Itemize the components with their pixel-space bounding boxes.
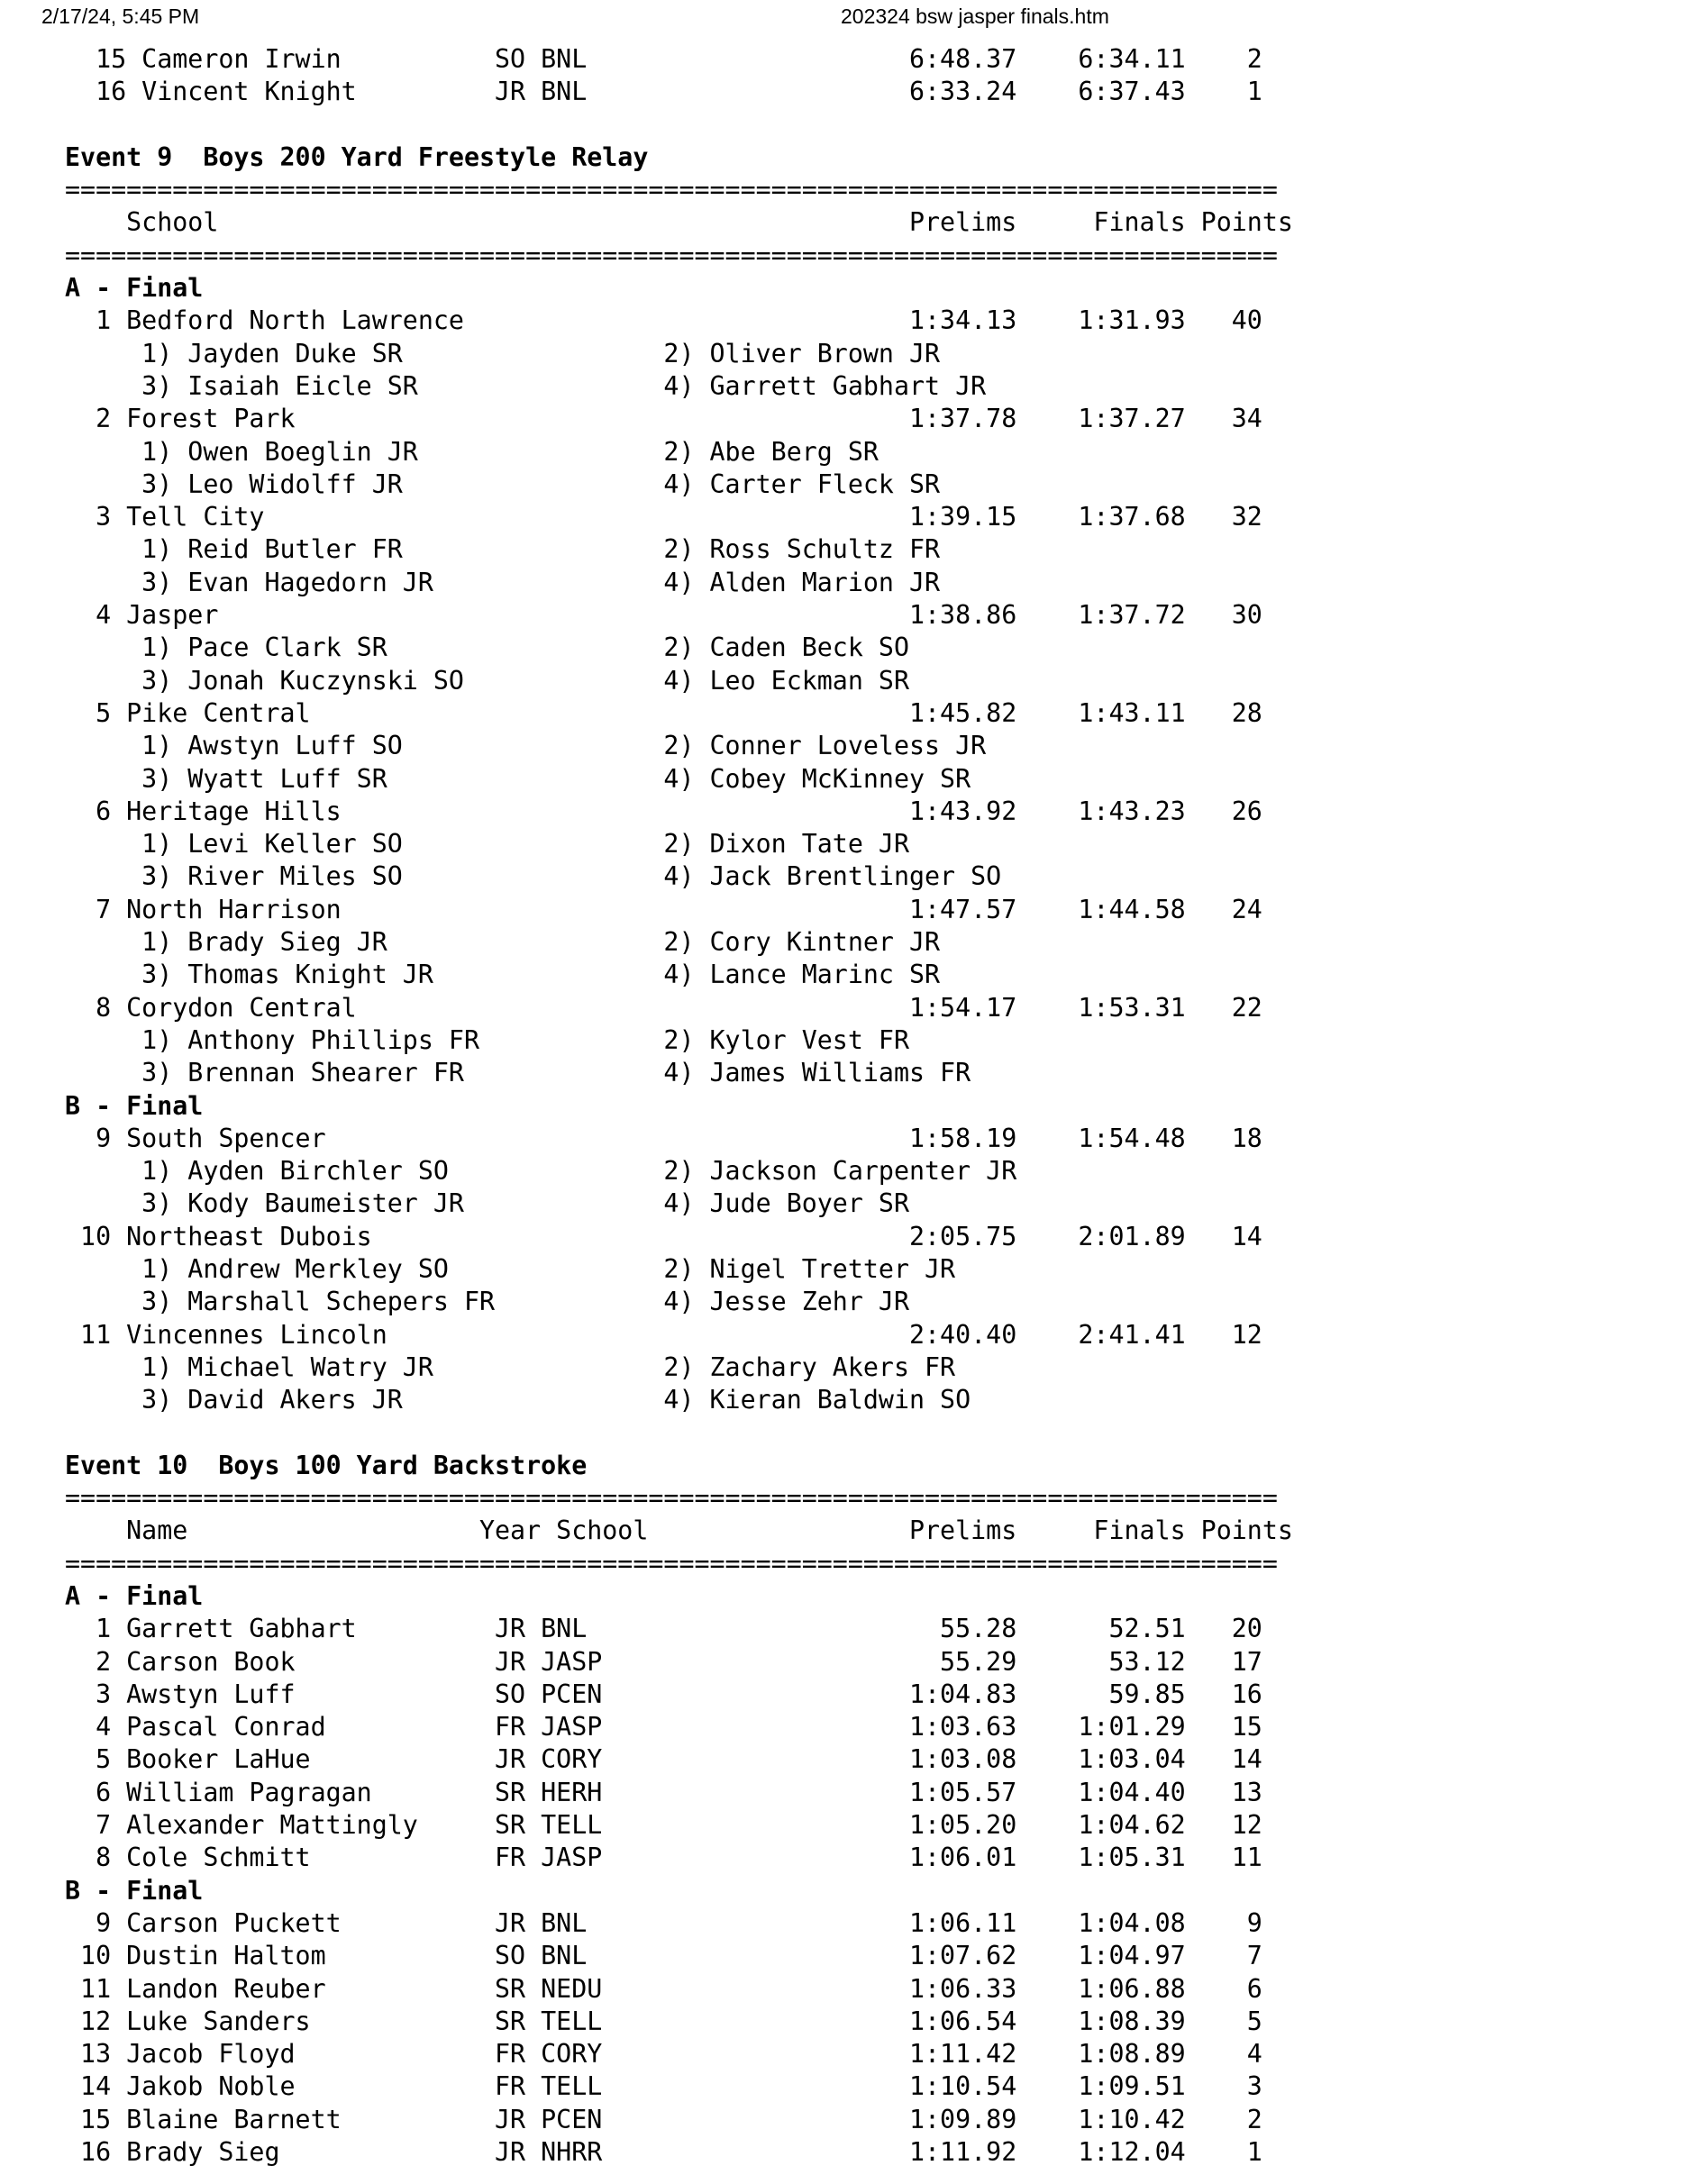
separator-line: ===============================================================================	[65, 1483, 1278, 1514]
event-title: Event 10 Boys 100 Yard Backstroke	[65, 1450, 588, 1480]
print-header	[0, 0, 1686, 32]
result-line: 8 Corydon Central 1:54.17 1:53.31 22	[65, 992, 1262, 1023]
separator-line: ===============================================================================	[65, 240, 1278, 270]
result-line: 4 Jasper 1:38.86 1:37.72 30	[65, 600, 1262, 631]
result-line: 1) Pace Clark SR 2) Caden Beck SO	[65, 632, 909, 663]
result-line: Name Year School Prelims Finals Points	[65, 1515, 1293, 1546]
result-line: 3) River Miles SO 4) Jack Brentlinger SO	[65, 861, 1002, 892]
separator-line: ===============================================================================	[65, 175, 1278, 205]
result-line: 3) Evan Hagedorn JR 4) Alden Marion JR	[65, 567, 941, 597]
result-line: 3) Wyatt Luff SR 4) Cobey McKinney SR	[65, 763, 971, 794]
result-line: 11 Vincennes Lincoln 2:40.40 2:41.41 12	[65, 1319, 1262, 1350]
result-line: School Prelims Finals Points	[65, 207, 1293, 238]
result-line: 16 Vincent Knight JR BNL 6:33.24 6:37.43 1	[65, 77, 1262, 107]
result-line: 3) Kody Baumeister JR 4) Jude Boyer SR	[65, 1188, 909, 1219]
result-line: 1) Michael Watry JR 2) Zachary Akers FR	[65, 1351, 956, 1382]
result-line: 9 South Spencer 1:58.19 1:54.48 18	[65, 1123, 1262, 1153]
result-line: 1) Anthony Phillips FR 2) Kylor Vest FR	[65, 1024, 909, 1055]
final-heading: A - Final	[65, 1580, 204, 1611]
result-line: 7 Alexander Mattingly SR TELL 1:05.20 1:04.62 12	[65, 1810, 1262, 1841]
result-line: 1) Levi Keller SO 2) Dixon Tate JR	[65, 829, 909, 860]
result-line: 3) Marshall Schepers FR 4) Jesse Zehr JR	[65, 1287, 909, 1317]
separator-line: ===============================================================================	[65, 1548, 1278, 1579]
result-line: 10 Northeast Dubois 2:05.75 2:01.89 14	[65, 1221, 1262, 1251]
result-line: 2 Carson Book JR JASP 55.29 53.12 17	[65, 1646, 1262, 1677]
result-line: 9 Carson Puckett JR BNL 1:06.11 1:04.08 9	[65, 1907, 1262, 1938]
result-line: 6 Heritage Hills 1:43.92 1:43.23 26	[65, 796, 1262, 826]
result-line: 16 Brady Sieg JR NHRR 1:11.92 1:12.04 1	[65, 2137, 1262, 2167]
print-date: 2/17/24, 5:45 PM	[41, 5, 200, 28]
result-line: 1) Owen Boeglin JR 2) Abe Berg SR	[65, 436, 879, 467]
result-line: 3 Awstyn Luff SO PCEN 1:04.83 59.85 16	[65, 1679, 1262, 1709]
result-line: 3) Brennan Shearer FR 4) James Williams FR	[65, 1058, 971, 1088]
result-line: 4 Pascal Conrad FR JASP 1:03.63 1:01.29 15	[65, 1712, 1262, 1743]
result-line: 7 North Harrison 1:47.57 1:44.58 24	[65, 894, 1262, 924]
result-line: 15 Cameron Irwin SO BNL 6:48.37 6:34.11 2	[65, 44, 1262, 74]
result-line: 8 Cole Schmitt FR JASP 1:06.01 1:05.31 11	[65, 1843, 1262, 1873]
result-line: 3) Leo Widolff JR 4) Carter Fleck SR	[65, 469, 941, 499]
result-line: 3 Tell City 1:39.15 1:37.68 32	[65, 502, 1262, 532]
result-line: 1 Bedford North Lawrence 1:34.13 1:31.93 40	[65, 305, 1262, 336]
result-line: 3) Jonah Kuczynski SO 4) Leo Eckman SR	[65, 665, 909, 696]
results-listing	[65, 43, 1293, 2169]
result-line: 11 Landon Reuber SR NEDU 1:06.33 1:06.88 6	[65, 1973, 1262, 2004]
result-line: 1) Ayden Birchler SO 2) Jackson Carpenter JR	[65, 1156, 1017, 1187]
result-line: 1) Reid Butler FR 2) Ross Schultz FR	[65, 534, 941, 565]
result-line: 1) Andrew Merkley SO 2) Nigel Tretter JR	[65, 1253, 956, 1284]
result-line: 3) Isaiah Eicle SR 4) Garrett Gabhart JR	[65, 370, 987, 401]
result-line: 3) David Akers JR 4) Kieran Baldwin SO	[65, 1385, 971, 1415]
result-line: 1 Garrett Gabhart JR BNL 55.28 52.51 20	[65, 1614, 1262, 1644]
result-line: 5 Pike Central 1:45.82 1:43.11 28	[65, 697, 1262, 728]
result-line: 1) Jayden Duke SR 2) Oliver Brown JR	[65, 338, 941, 369]
result-line: 15 Blaine Barnett JR PCEN 1:09.89 1:10.42 2	[65, 2104, 1262, 2134]
result-line: 6 William Pagragan SR HERH 1:05.57 1:04.40 13	[65, 1777, 1262, 1807]
result-line: 1) Awstyn Luff SO 2) Conner Loveless JR	[65, 731, 987, 761]
result-line: 3) Thomas Knight JR 4) Lance Marinc SR	[65, 960, 941, 990]
result-line: 5 Booker LaHue JR CORY 1:03.08 1:03.04 14	[65, 1744, 1262, 1775]
final-heading: A - Final	[65, 273, 204, 304]
result-line: 12 Luke Sanders SR TELL 1:06.54 1:08.39 5	[65, 2006, 1262, 2036]
result-line: 1) Brady Sieg JR 2) Cory Kintner JR	[65, 927, 941, 958]
event-title: Event 9 Boys 200 Yard Freestyle Relay	[65, 141, 649, 172]
final-heading: B - Final	[65, 1875, 204, 1906]
result-line: 13 Jacob Floyd FR CORY 1:11.42 1:08.89 4	[65, 2039, 1262, 2070]
final-heading: B - Final	[65, 1090, 204, 1121]
document-title: 202324 bsw jasper finals.htm	[841, 5, 1109, 28]
result-line: 10 Dustin Haltom SO BNL 1:07.62 1:04.97 7	[65, 1941, 1262, 1971]
result-line: 2 Forest Park 1:37.78 1:37.27 34	[65, 404, 1262, 434]
result-line: 14 Jakob Noble FR TELL 1:10.54 1:09.51 3	[65, 2071, 1262, 2102]
